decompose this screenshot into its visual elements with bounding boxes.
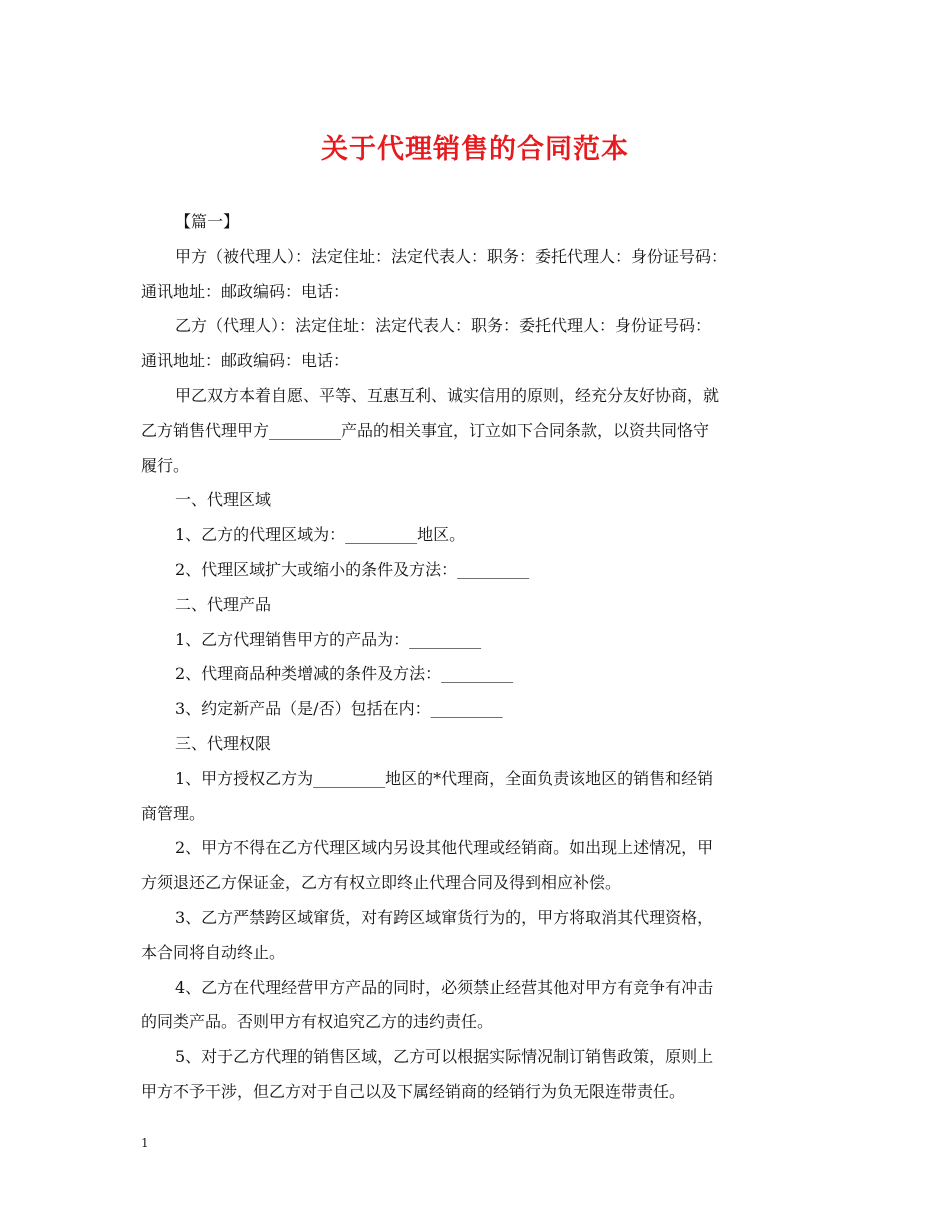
body-line: 方须退还乙方保证金，乙方有权立即终止代理合同及得到相应补偿。 xyxy=(141,873,622,893)
body-line: 通讯地址：邮政编码：电话： xyxy=(141,281,350,301)
body-line: 甲方不予干涉，但乙方对于自己以及下属经销商的经销行为负无限连带责任。 xyxy=(141,1081,686,1101)
body-line: 本合同将自动终止。 xyxy=(141,942,286,962)
body-line: 甲乙双方本着自愿、平等、互惠互利、诚实信用的原则，经充分友好协商，就 xyxy=(175,385,720,405)
body-line: 2、甲方不得在乙方代理区域内另设其他代理或经销商。如出现上述情况，甲 xyxy=(175,838,714,858)
body-line: 2、代理商品种类增减的条件及方法：_________ xyxy=(175,664,514,684)
body-line: 3、乙方严禁跨区域窜货，对有跨区域窜货行为的，甲方将取消其代理资格， xyxy=(175,907,714,927)
body-line: 的同类产品。否则甲方有权追究乙方的违约责任。 xyxy=(141,1012,494,1032)
body-line: 履行。 xyxy=(141,455,190,475)
body-line: 1、乙方代理销售甲方的产品为：_________ xyxy=(175,629,482,649)
body-line: 【篇一】 xyxy=(175,212,240,231)
body-line: 乙方销售代理甲方_________产品的相关事宜，订立如下合同条款，以资共同恪守 xyxy=(141,420,710,440)
body-line: 甲方（被代理人）：法定住址：法定代表人：职务：委托代理人：身份证号码： xyxy=(175,246,728,266)
document-body xyxy=(141,205,813,1110)
body-line: 5、对于乙方代理的销售区域，乙方可以根据实际情况制订销售政策，原则上 xyxy=(175,1047,714,1067)
body-line: 3、约定新产品（是/否）包括在内：_________ xyxy=(175,699,503,719)
body-line: 乙方（代理人）：法定住址：法定代表人：职务：委托代理人：身份证号码： xyxy=(175,316,712,336)
body-line: 2、代理区域扩大或缩小的条件及方法：_________ xyxy=(175,559,530,579)
body-line: 1、乙方的代理区域为：_________地区。 xyxy=(175,525,466,545)
body-line: 商管理。 xyxy=(141,803,206,823)
page-number: 1 xyxy=(141,1136,149,1150)
body-line: 1、甲方授权乙方为_________地区的*代理商，全面负责该地区的销售和经销 xyxy=(175,768,714,788)
body-line: 二、代理产品 xyxy=(175,594,272,614)
body-line: 三、代理权限 xyxy=(175,733,272,753)
document-title: 关于代理销售的合同范本 xyxy=(321,134,629,165)
body-line: 通讯地址：邮政编码：电话： xyxy=(141,351,350,371)
body-line: 4、乙方在代理经营甲方产品的同时，必须禁止经营其他对甲方有竞争有冲击 xyxy=(175,977,714,997)
body-line: 一、代理区域 xyxy=(175,490,272,510)
